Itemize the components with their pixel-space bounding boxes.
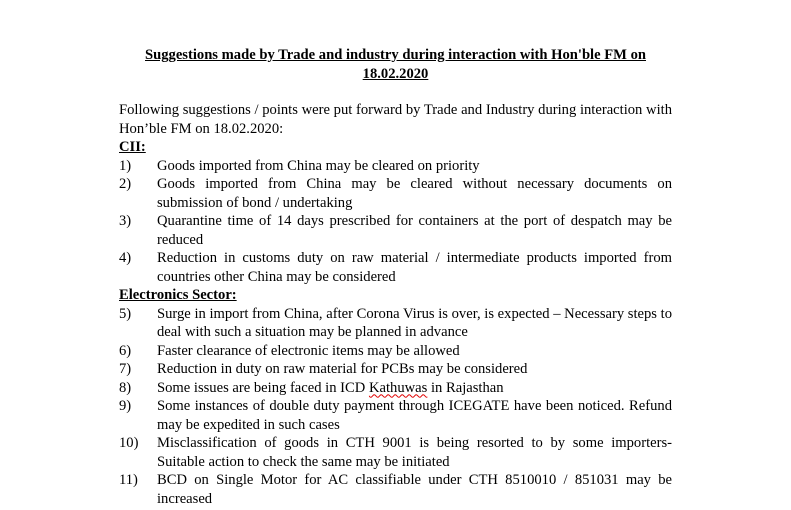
item-number: 4)	[119, 250, 132, 266]
item-text: Quarantine time of 14 days prescribed for containers at the port of despatch may be reduced	[157, 213, 672, 248]
spellcheck-flagged-word[interactable]: Kathuwas	[368, 379, 428, 396]
item-text: Faster clearance of electronic items may be allowed	[157, 342, 460, 359]
item-number: 7)	[119, 361, 132, 377]
cii-suggestion-list	[119, 157, 672, 287]
item-number: 6)	[119, 342, 132, 359]
list-item	[119, 397, 672, 434]
list-item	[119, 249, 672, 286]
list-item	[119, 305, 672, 342]
document-page	[119, 46, 672, 508]
item-text: Goods imported from China may be cleared on priority	[157, 157, 480, 174]
item-number: 9)	[119, 398, 132, 414]
list-item	[119, 379, 672, 398]
item-text: Reduction in duty on raw material for PCBs may be considered	[157, 361, 528, 377]
item-number: 11)	[119, 472, 138, 488]
list-item	[119, 342, 672, 361]
item-number: 8)	[119, 379, 132, 396]
item-text-after: in Rajasthan	[427, 379, 504, 396]
electronics-suggestion-list	[119, 305, 672, 509]
item-number: 5)	[119, 305, 132, 322]
list-item	[119, 434, 672, 471]
item-text: Reduction in customs duty on raw material / intermediate products imported from countries other China may be considered	[157, 250, 672, 285]
item-number: 1)	[119, 157, 132, 174]
document-title: Suggestions made by Trade and industry during interaction with Hon'ble FM on 18.02.2020	[145, 47, 646, 82]
item-text: Some instances of double duty payment through ICEGATE have been noticed. Refund may be expedited in such cases	[157, 398, 672, 433]
list-item	[119, 157, 672, 176]
list-item	[119, 360, 672, 379]
section-heading-electronics: Electronics Sector:	[119, 287, 237, 303]
item-number: 10)	[119, 435, 139, 451]
item-text: BCD on Single Motor for AC classifiable under CTH 8510010 / 851031 may be increased	[157, 472, 672, 507]
list-item	[119, 471, 672, 508]
item-text-before: Some issues are being faced in ICD	[157, 379, 369, 396]
item-text: Surge in import from China, after Corona Virus is over, is expected – Necessary steps to deal with such a situation may be planned in advance	[157, 305, 672, 340]
item-text: Misclassification of goods in CTH 9001 is being resorted to by some importers- Suitable action to check the same may be initiated	[157, 435, 672, 470]
item-number: 2)	[119, 176, 132, 192]
intro-paragraph: Following suggestions / points were put forward by Trade and Industry during interaction with Hon’ble FM on 18.02.2020:	[119, 102, 672, 137]
item-text	[157, 379, 672, 398]
list-item	[119, 212, 672, 249]
item-number: 3)	[119, 213, 132, 229]
item-text: Goods imported from China may be cleared without necessary documents on submission of bond / undertaking	[157, 176, 672, 211]
list-item	[119, 175, 672, 212]
section-heading-cii: CII:	[119, 139, 146, 155]
